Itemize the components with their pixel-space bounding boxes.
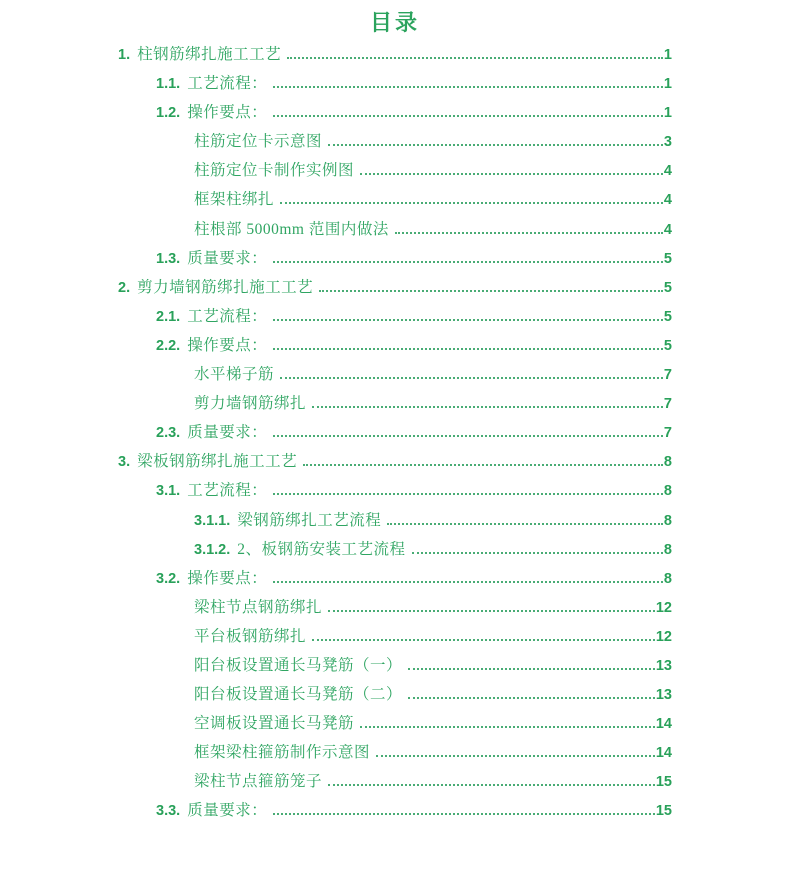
toc-entry-number: 2. — [118, 279, 131, 296]
toc-entry[interactable] — [118, 651, 672, 680]
toc-entry-page: 7 — [663, 396, 672, 413]
toc-entry-page: 8 — [663, 454, 672, 471]
toc-entry[interactable] — [118, 98, 672, 127]
toc-entry[interactable] — [118, 156, 672, 185]
toc-leader-dots — [273, 435, 663, 437]
toc-entry-page: 5 — [663, 337, 672, 354]
toc-entry-number: 1.1. — [156, 76, 181, 93]
toc-leader-dots — [303, 464, 663, 466]
toc-entry-text: 工艺流程： — [187, 75, 268, 93]
toc-entry[interactable] — [118, 40, 672, 69]
toc-entry[interactable] — [118, 593, 672, 622]
toc-entry[interactable] — [118, 680, 672, 709]
toc-title: 目录 — [369, 10, 420, 35]
toc-entry-text: 2、板钢筋安装工艺流程 — [237, 540, 406, 558]
toc-entry-page: 5 — [663, 250, 672, 267]
toc-entry-number: 1.3. — [156, 250, 181, 267]
toc-leader-dots — [280, 202, 663, 204]
toc-entry-page: 4 — [663, 221, 672, 238]
toc-leader-dots — [395, 232, 663, 234]
toc-leader-dots — [273, 813, 655, 815]
toc-leader-dots — [312, 406, 663, 408]
toc-leader-dots — [273, 261, 663, 263]
toc-entry-text: 质量要求： — [187, 802, 268, 820]
toc-entry-page: 12 — [655, 628, 672, 645]
toc-entry-page: 8 — [663, 570, 672, 587]
toc-entry-number: 2.1. — [156, 308, 181, 325]
toc-entry-text: 剪力墙钢筋绑扎施工工艺 — [137, 278, 314, 296]
toc-leader-dots — [273, 348, 663, 350]
toc-entry-page: 1 — [663, 47, 672, 63]
toc-leader-dots — [376, 755, 655, 757]
toc-entry-page: 8 — [663, 541, 672, 558]
toc-entry[interactable] — [118, 709, 672, 738]
toc-leader-dots — [280, 377, 663, 379]
toc-entry-text: 梁柱节点箍筋笼子 — [194, 773, 323, 791]
toc-leader-dots — [287, 57, 663, 59]
toc-entry-page: 1 — [663, 76, 672, 93]
toc-entry-text: 柱筋定位卡制作实例图 — [194, 162, 355, 180]
toc-leader-dots — [387, 523, 663, 525]
toc-entry-page: 14 — [655, 716, 672, 733]
toc-entry-page: 5 — [663, 279, 672, 296]
toc-entry[interactable] — [118, 738, 672, 767]
toc-entry-number: 2.2. — [156, 337, 181, 354]
toc-leader-dots — [360, 173, 663, 175]
toc-entry[interactable] — [118, 244, 672, 273]
toc-entry[interactable] — [118, 360, 672, 389]
toc-entry-text: 柱钢筋绑扎施工工艺 — [137, 46, 282, 63]
toc-entry-text: 柱筋定位卡示意图 — [194, 133, 323, 151]
toc-entry-text: 操作要点： — [187, 336, 268, 354]
toc-entry-page: 5 — [663, 308, 672, 325]
toc-leader-dots — [360, 726, 655, 728]
toc-entry[interactable] — [118, 796, 672, 825]
toc-entry[interactable] — [118, 476, 672, 505]
toc-entry[interactable] — [118, 506, 672, 535]
toc-leader-dots — [273, 319, 663, 321]
toc-entry-number: 3.1.1. — [194, 512, 231, 529]
toc-leader-dots — [273, 115, 663, 117]
toc-entry-text: 框架梁柱箍筋制作示意图 — [194, 744, 371, 762]
toc-leader-dots — [273, 581, 663, 583]
toc-entry-text: 空调板设置通长马凳筋 — [194, 715, 355, 733]
toc-entry[interactable] — [118, 622, 672, 651]
toc-leader-dots — [408, 668, 655, 670]
toc-entry[interactable] — [118, 767, 672, 796]
toc-entry-text: 质量要求： — [187, 424, 268, 442]
toc-entry[interactable] — [118, 564, 672, 593]
toc-entry-text: 平台板钢筋绑扎 — [194, 627, 307, 645]
toc-leader-dots — [328, 144, 663, 146]
toc-entry-text: 水平梯子筋 — [194, 366, 275, 384]
toc-entry-page: 7 — [663, 367, 672, 384]
toc-entry-page: 13 — [655, 657, 672, 674]
toc-leader-dots — [408, 697, 655, 699]
toc-entry-text: 阳台板设置通长马凳筋（一） — [194, 656, 403, 674]
toc-entry[interactable] — [118, 331, 672, 360]
toc-entry[interactable] — [118, 535, 672, 564]
toc-entry-page: 8 — [663, 483, 672, 500]
toc-entry-text: 梁板钢筋绑扎施工工艺 — [137, 453, 298, 471]
toc-entry-text: 阳台板设置通长马凳筋（二） — [194, 686, 403, 704]
toc-entry-text: 工艺流程： — [187, 482, 268, 500]
toc-entry-number: 3.1. — [156, 483, 181, 500]
toc-entry-number: 3. — [118, 454, 131, 471]
toc-leader-dots — [273, 493, 663, 495]
toc-leader-dots — [319, 290, 663, 292]
toc-entry[interactable] — [118, 418, 672, 447]
toc-entry-page: 3 — [663, 134, 672, 151]
toc-entry-page: 12 — [655, 599, 672, 616]
toc-entry-number: 2.3. — [156, 425, 181, 442]
toc-leader-dots — [328, 784, 655, 786]
toc-entry-page: 7 — [663, 425, 672, 442]
toc-entry-number: 3.2. — [156, 570, 181, 587]
toc-entry[interactable] — [118, 69, 672, 98]
toc-entry-page: 8 — [663, 512, 672, 529]
toc-entry-page: 14 — [655, 745, 672, 762]
toc-entry[interactable] — [118, 273, 672, 302]
toc-entry-page: 4 — [663, 163, 672, 180]
toc-entry-page: 15 — [655, 774, 672, 791]
toc-entry-text: 剪力墙钢筋绑扎 — [194, 395, 307, 413]
toc-entry[interactable] — [118, 215, 672, 244]
toc-leader-dots — [412, 552, 663, 554]
toc-entry-page: 13 — [655, 687, 672, 704]
toc-entry-page: 4 — [663, 192, 672, 209]
toc-entry[interactable] — [118, 185, 672, 214]
toc-entry[interactable] — [118, 447, 672, 476]
toc-entry-number: 3.3. — [156, 803, 181, 820]
toc-entry-text: 梁柱节点钢筋绑扎 — [194, 598, 323, 616]
toc-leader-dots — [328, 610, 655, 612]
toc-entry-number: 3.1.2. — [194, 541, 231, 558]
toc-entry-text: 梁钢筋绑扎工艺流程 — [237, 511, 382, 529]
toc-entry-text: 操作要点： — [187, 104, 268, 122]
toc-entry-text: 框架柱绑扎 — [194, 191, 275, 209]
toc-entry[interactable] — [118, 302, 672, 331]
toc-entry-text: 质量要求： — [187, 249, 268, 267]
toc-entry[interactable] — [118, 389, 672, 418]
toc-entry-text: 柱根部 5000mm 范围内做法 — [194, 220, 389, 238]
toc-leader-dots — [273, 86, 663, 88]
toc-entry[interactable] — [118, 127, 672, 156]
toc-entry-page: 1 — [663, 105, 672, 122]
toc-leader-dots — [312, 639, 655, 641]
toc-entry-page: 15 — [655, 803, 672, 820]
toc-entry-text: 工艺流程： — [187, 307, 268, 325]
toc-entry-number: 1.2. — [156, 105, 181, 122]
toc-entry-number: 1. — [118, 47, 131, 63]
toc-entry-text: 操作要点： — [187, 569, 268, 587]
toc-list — [118, 39, 672, 826]
